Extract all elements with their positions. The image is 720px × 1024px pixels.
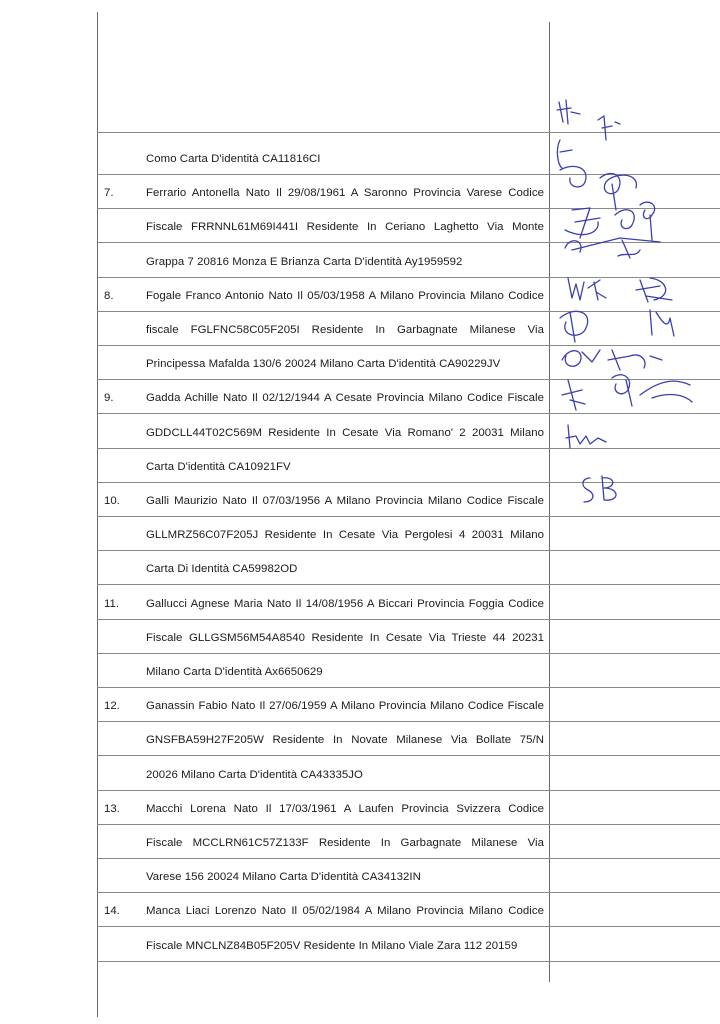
entry-text-line: 20026 Milano Carta D'identità CA43335JO <box>146 768 363 781</box>
entry-text-line: Varese 156 20024 Milano Carta D'identità CA34132IN <box>146 871 421 884</box>
entry-text-line: GLLMRZ56C07F205J Residente In Cesate Via Pergolesi 4 20031 Milano <box>146 529 544 542</box>
entry-text-line: Galli Maurizio Nato Il 07/03/1956 A Milano Provincia Milano Codice Fiscale <box>146 495 544 507</box>
entry-text-line: Principessa Mafalda 130/6 20024 Milano Carta D'identità CA90229JV <box>146 358 501 371</box>
entry-text-line: Fogale Franco Antonio Nato Il 05/03/1958 A Milano Provincia Milano Codice <box>146 289 544 302</box>
entry-number: 11. <box>104 597 119 610</box>
entry-number: 8. <box>104 289 114 302</box>
entry-text-line: Carta D'identità CA10921FV <box>146 460 291 473</box>
entry-text-line: Fiscale MNCLNZ84B05F205V Residente In Milano Viale Zara 112 20159 <box>146 939 518 952</box>
entry-text-line: Manca Liaci Lorenzo Nato Il 05/02/1984 A Milano Provincia Milano Codice <box>146 905 544 918</box>
entry-text-line: Gadda Achille Nato Il 02/12/1944 A Cesate Provincia Milano Codice Fiscale <box>146 392 544 405</box>
entry-text-line: fiscale FGLFNC58C05F205I Residente In Garbagnate Milanese Via <box>146 324 544 336</box>
entry-text-line: Ganassin Fabio Nato Il 27/06/1959 A Milano Provincia Milano Codice Fiscale <box>146 700 544 713</box>
entry-number: 10. <box>104 495 120 507</box>
entry-text-line: Como Carta D'identità CA11816CI <box>146 153 321 165</box>
entry-text-line: GDDCLL44T02C569M Residente In Cesate Via Romano' 2 20031 Milano <box>146 426 544 439</box>
entry-text-line: Fiscale GLLGSM56M54A8540 Residente In Cesate Via Trieste 44 20231 <box>146 631 544 644</box>
entry-text-line: Grappa 7 20816 Monza E Brianza Carta D'identità Ay1959592 <box>146 255 463 268</box>
entry-number: 13. <box>104 802 120 815</box>
entry-number: 7. <box>104 187 114 200</box>
entry-text-line: Gallucci Agnese Maria Nato Il 14/08/1956 A Biccari Provincia Foggia Codice <box>146 597 544 610</box>
entry-number: 9. <box>104 392 114 405</box>
entry-text-line: Milano Carta D'identità Ax6650629 <box>146 666 323 678</box>
entry-number: 14. <box>104 905 120 918</box>
entry-text-line: Fiscale FRRNNL61M69I441I Residente In Ceriano Laghetto Via Monte <box>146 221 544 234</box>
entry-text-line: Fiscale MCCLRN61C57Z133F Residente In Garbagnate Milanese Via <box>146 837 544 849</box>
entry-text-line: GNSFBA59H27F205W Residente In Novate Milanese Via Bollate 75/N <box>146 734 544 747</box>
entry-number: 12. <box>104 700 120 713</box>
entry-text-line: Macchi Lorena Nato Il 17/03/1961 A Laufen Provincia Svizzera Codice <box>146 802 544 815</box>
entry-text-line: Carta Di Identità CA59982OD <box>146 563 298 576</box>
entry-text-line: Ferrario Antonella Nato Il 29/08/1961 A Saronno Provincia Varese Codice <box>146 187 544 200</box>
